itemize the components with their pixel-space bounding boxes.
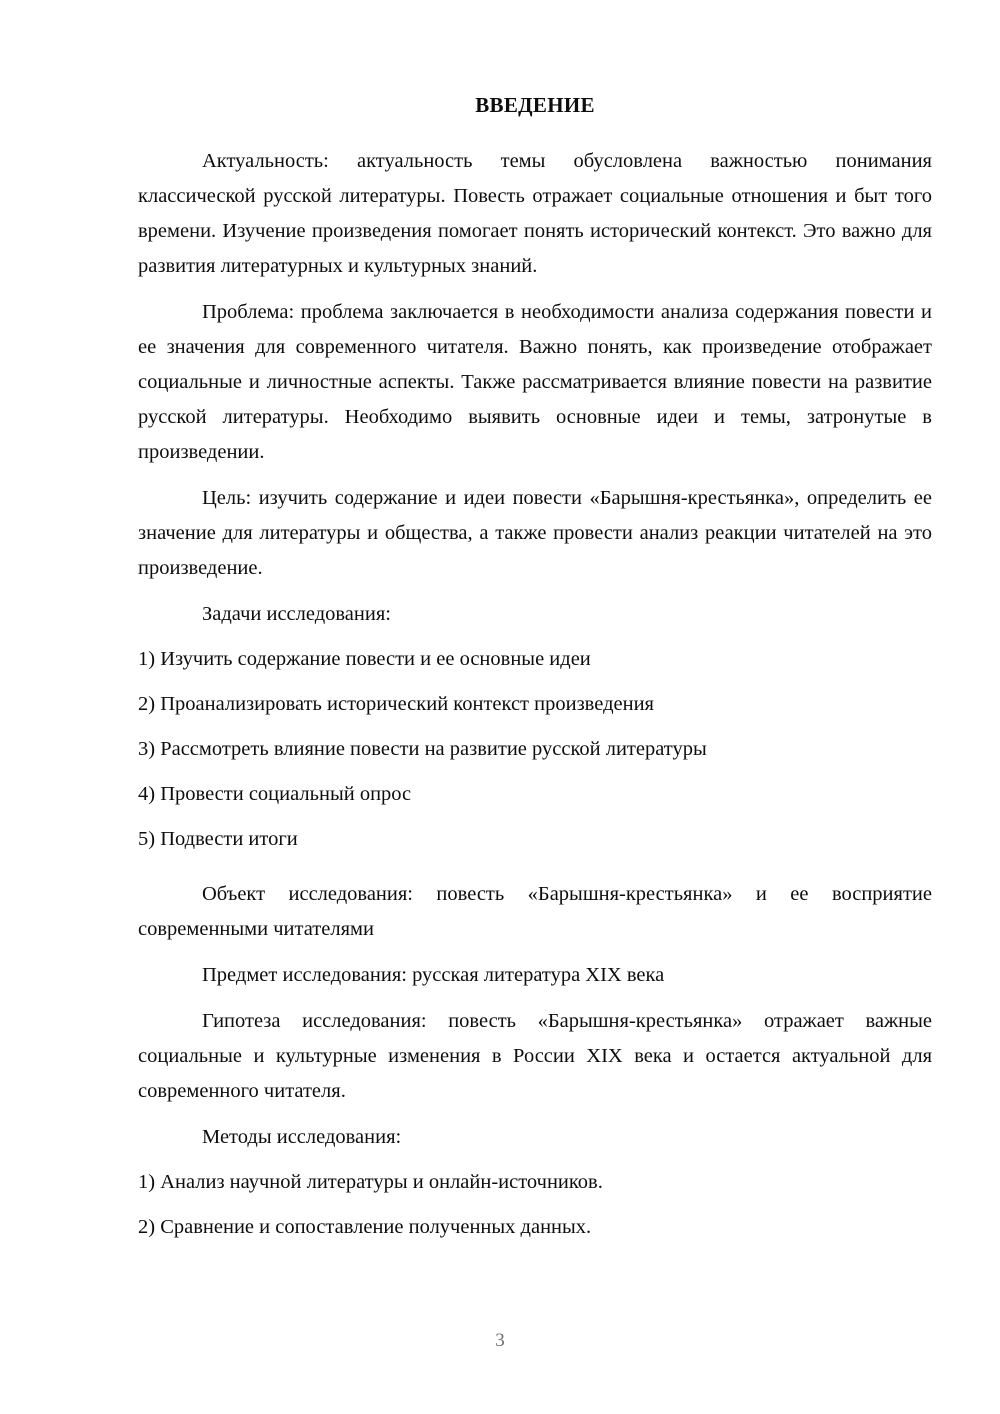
tasks-list bbox=[138, 642, 932, 857]
list-item: 2) Сравнение и сопоставление полученных данных. bbox=[138, 1216, 592, 1238]
spacer-before-methods bbox=[138, 1155, 932, 1165]
list-item: 1) Анализ научной литературы и онлайн-источников. bbox=[138, 1171, 603, 1193]
list-item: 4) Провести социальный опрос bbox=[138, 783, 412, 805]
spacer-paragraph bbox=[138, 947, 932, 958]
paragraph-object: Объект исследования: повесть «Барышня-крестьянка» и ее восприятие современными читателями bbox=[138, 883, 932, 940]
methods-heading: Методы исследования: bbox=[202, 1126, 402, 1148]
spacer-after-title bbox=[138, 122, 932, 144]
spacer-paragraph bbox=[138, 284, 932, 295]
paragraph-problem: Проблема: проблема заключается в необходимости анализа содержания повести и ее значения для современного читателя. Важно понять, как произведение отображает социальные и личностные аспекты. Также рассматривается влияние повести на развитие русской литературы. Необходимо выявить основные идеи и темы, затронутые в произведении. bbox=[138, 301, 932, 463]
page-number: 3 bbox=[495, 1330, 505, 1351]
list-item: 2) Проанализировать исторический контекст произведения bbox=[138, 693, 654, 715]
spacer-before-tasks bbox=[138, 632, 932, 642]
page-title: ВВЕДЕНИЕ bbox=[475, 93, 595, 117]
paragraph-goal: Цель: изучить содержание и идеи повести «Барышня-крестьянка», определить ее значение для литературы и общества, а также провести анализ реакции читателей на это произведение. bbox=[138, 487, 932, 579]
paragraph-subject: Предмет исследования: русская литература XIX века bbox=[202, 964, 665, 986]
tasks-heading: Задачи исследования: bbox=[202, 603, 391, 625]
spacer-paragraph bbox=[138, 1109, 932, 1120]
list-item: 3) Рассмотреть влияние повести на развитие русской литературы bbox=[138, 738, 707, 760]
list-item: 5) Подвести итоги bbox=[138, 828, 298, 850]
list-item: 1) Изучить содержание повести и ее основные идеи bbox=[138, 648, 591, 670]
spacer-paragraph bbox=[138, 470, 932, 481]
methods-list bbox=[138, 1165, 932, 1245]
paragraph-relevance: Актуальность: актуальность темы обусловлена важностью понимания классической русской литературы. Повесть отражает социальные отношения и быт того времени. Изучение произведения помогает понять исторический контекст. Это важно для развития литературных и культурных знаний. bbox=[138, 150, 932, 277]
spacer-paragraph bbox=[138, 586, 932, 597]
spacer-paragraph bbox=[138, 993, 932, 1004]
spacer-after-tasks bbox=[138, 867, 932, 877]
document-body bbox=[138, 88, 932, 1255]
paragraph-hypothesis: Гипотеза исследования: повесть «Барышня-крестьянка» отражает важные социальные и культурные изменения в России XIX века и остается актуальной для современного читателя. bbox=[138, 1010, 932, 1102]
